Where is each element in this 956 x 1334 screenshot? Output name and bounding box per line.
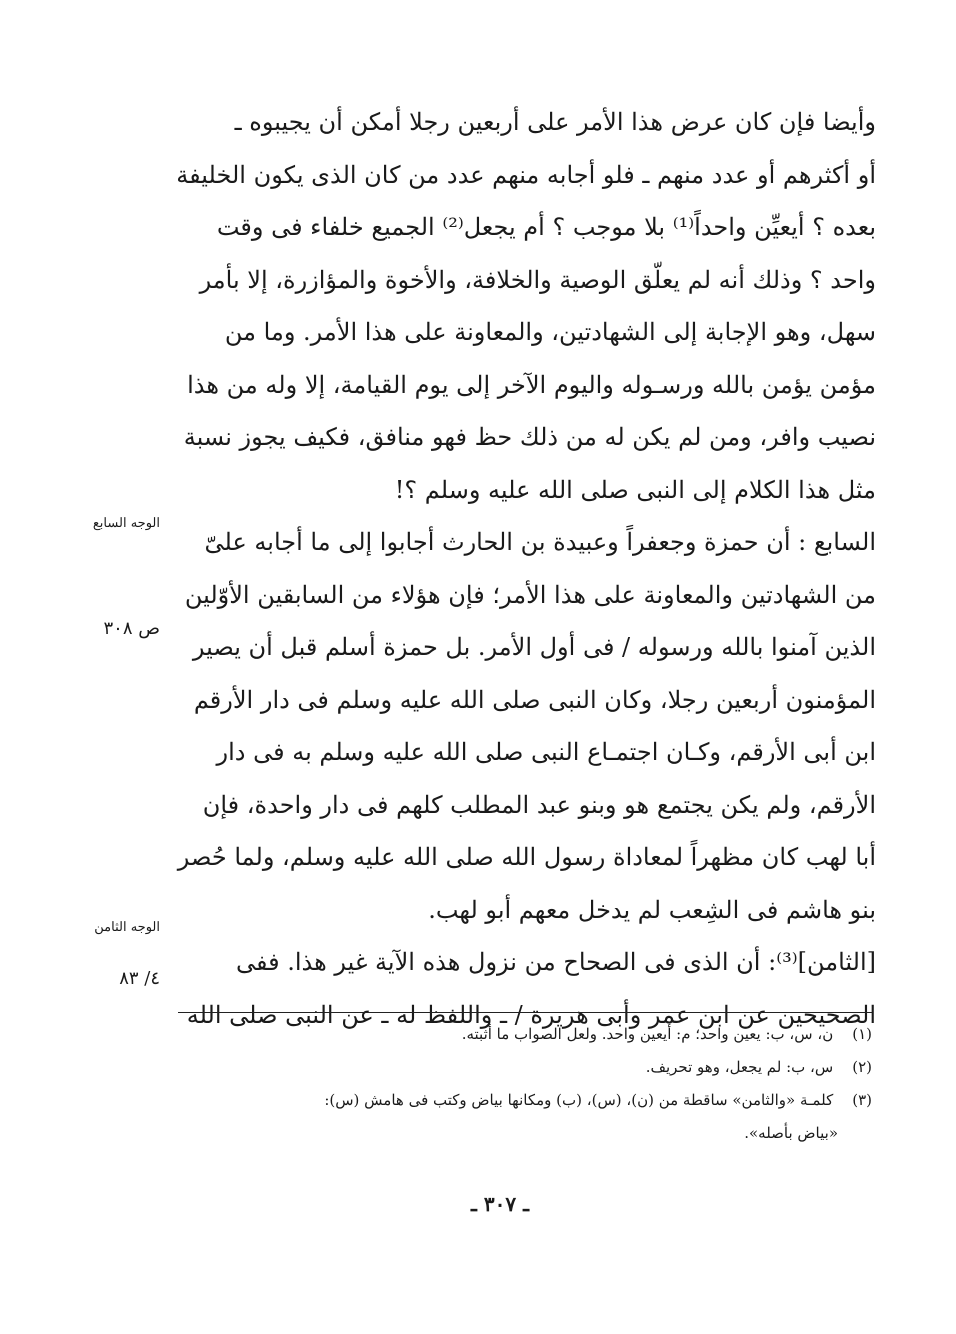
text-line: مثل هذا الكلام إلى النبى صلى الله عليه وسلم ؟! [394, 475, 876, 504]
footnote-2 [178, 1051, 872, 1084]
text-line-seventh-point: السابع : أن حمزة وجعفراً وعبيدة بن الحارث أجابوا إلى ما أجابه علىّ [204, 528, 876, 556]
footnote-text: ن، س، ب: يعين واحد؛ م: أيعين واحد. ولعل الصواب ما أثبته. [461, 1025, 834, 1043]
text-line: نصيب وافر، ومن لم يكن له من ذلك حظ فهو منافق، فكيف يجوز نسبة [183, 423, 876, 451]
text-line: الصحيحين عن ابن عمر وأبى هريرة / ـ واللفظ له ـ عن النبى صلى الله [186, 1000, 876, 1029]
footnote-number: (٣) [852, 1091, 872, 1109]
text-line: المؤمنون أربعين رجلا، وكان النبى صلى الله عليه وسلم فى دار الأرقم [193, 685, 876, 714]
text-line: أبا لهب كان مظهراً لمعاداة رسول الله صلى الله عليه وسلم، ولما حُصر [177, 843, 876, 871]
text-line: أو أكثرهم أو عدد منهم ـ فلو أجابه منهم عدد من كان الذى يكون الخليفة [176, 160, 876, 189]
margin-volume-ref: ٤/ ٨٣ [119, 968, 160, 989]
footnote-1 [178, 1018, 872, 1051]
text-line: وأيضا فإن كان عرض هذا الأمر على أربعين رجلا أمكن أن يجيبوه ـ [234, 108, 876, 136]
text-line-eighth-point: [الثامن]⁽³⁾: أن الذى فى الصحاح من نزول هذه الآية غير هذا. ففى [235, 948, 876, 976]
footnote-3-continuation: «بياض بأصله». [744, 1124, 838, 1142]
text-line: بعده ؟ أيعيِّن واحداً⁽¹⁾ بلا موجب ؟ أم يجعل⁽²⁾ الجميع خلفاء فى وقت [216, 213, 876, 241]
text-line: ابن أبى الأرقم، وكـان اجتمـاع النبى صلى الله عليه وسلم به فى دار [216, 738, 876, 766]
footnote-number: (٢) [852, 1058, 872, 1076]
footnote-3 [178, 1084, 872, 1117]
footnotes [178, 1018, 872, 1150]
footnote-text: س، ب: لم يجعل، وهو تحريف. [645, 1058, 834, 1076]
footnote-text: كلمـة «والثامن» ساقطة من (ن)، (س)، (ب) ومكانها بياض وكتب فى هامش (س): [324, 1091, 834, 1109]
text-line: الذين آمنوا بالله ورسوله / فى أول الأمر. بل حمزة أسلم قبل أن يصير [192, 633, 876, 661]
footnote-number: (١) [852, 1025, 872, 1043]
margin-label-seventh: الوجه السابع [92, 516, 160, 531]
text-line: مؤمن يؤمن بالله ورسـوله واليوم الآخر إلى يوم القيامة، إلا وله من هذا [187, 370, 876, 399]
text-line: سهل، وهو الإجابة إلى الشهادتين، والمعاونة على هذا الأمر. وما من [224, 318, 876, 346]
footnote-divider [178, 1012, 872, 1013]
page-number: ـ ٣٠٧ ـ [471, 1192, 529, 1216]
margin-page-ref: ص ٣٠٨ [103, 618, 160, 639]
text-line: من الشهادتين والمعاونة على هذا الأمر؛ فإن هؤلاء من السابقين الأوّلين [184, 580, 876, 609]
main-text [170, 96, 876, 1041]
margin-label-eighth: الوجه الثامن [94, 920, 160, 935]
text-line: الأرقم، ولم يكن يجتمع هو وبنو عبد المطلب كلهم فى دار واحدة، فإن [202, 790, 876, 819]
text-line: بنو هاشم فى الشِعب لم يدخل معهم أبو لهب. [428, 895, 876, 924]
text-line: واحد ؟ وذلك أنه لم يعلّق الوصية والخلافة، والأخوة والمؤازرة، إلا بأمر [199, 265, 876, 294]
